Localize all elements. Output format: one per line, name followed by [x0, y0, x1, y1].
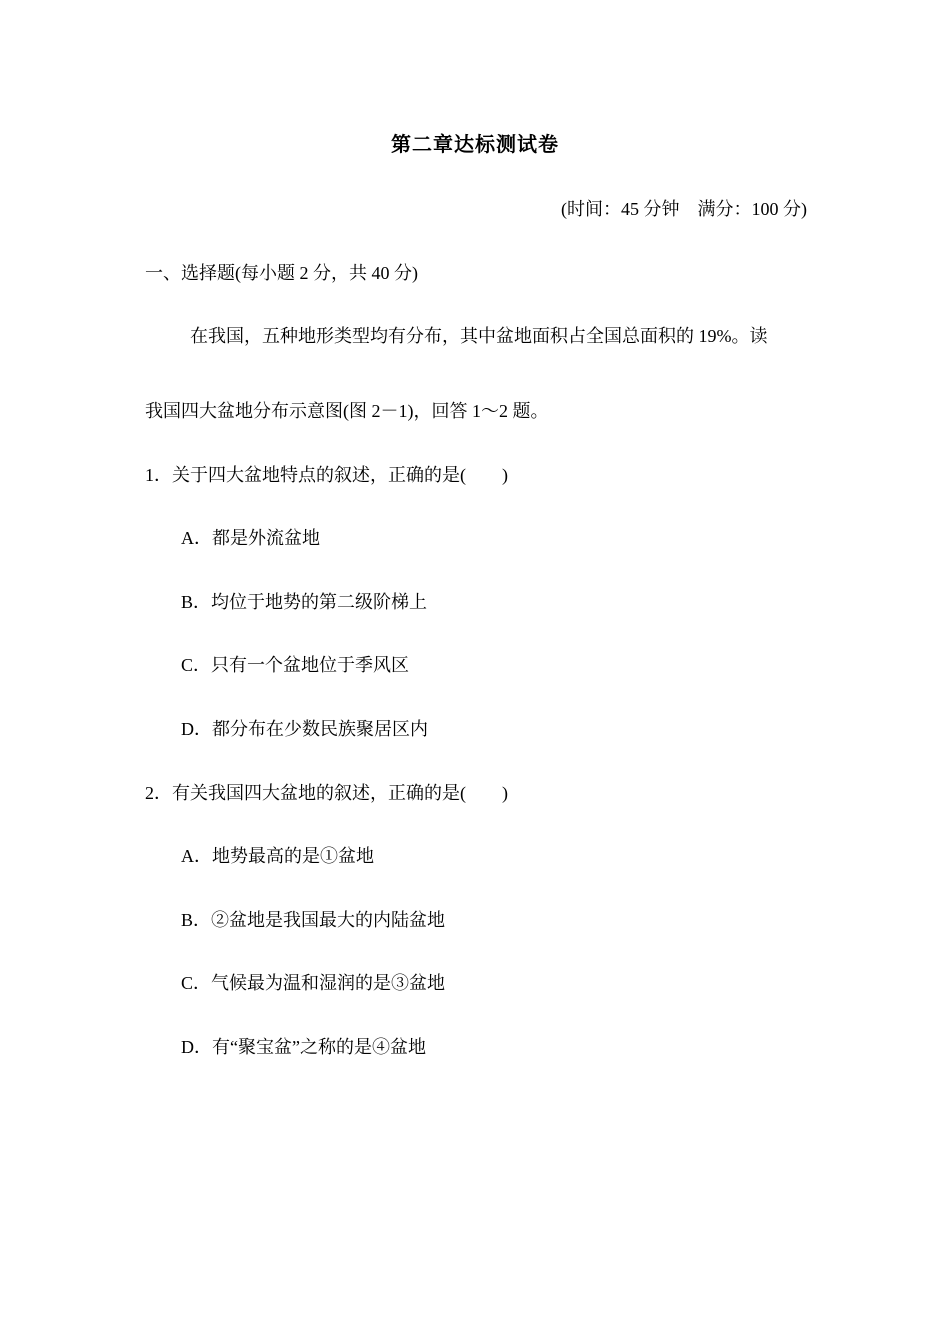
question-2-option-b: B．②盆地是我国最大的内陆盆地 — [181, 910, 446, 930]
question-1-option-a: A．都是外流盆地 — [181, 528, 320, 548]
question-1-option-c: C．只有一个盆地位于季风区 — [181, 655, 410, 675]
question-2-stem: 2．有关我国四大盆地的叙述，正确的是( ) — [145, 783, 508, 803]
question-1-option-b: B．均位于地势的第二级阶梯上 — [181, 592, 428, 612]
question-1-stem: 1．关于四大盆地特点的叙述，正确的是( ) — [145, 465, 508, 485]
page-title: 第二章达标测试卷 — [391, 134, 559, 156]
exam-meta: (时间：45 分钟 满分：100 分) — [561, 199, 807, 219]
intro-line-2: 我国四大盆地分布示意图(图 2－1)，回答 1～2 题。 — [145, 401, 549, 421]
intro-line-1: 在我国，五种地形类型均有分布，其中盆地面积占全国总面积的 19%。读 — [190, 326, 768, 346]
question-2-option-a: A．地势最高的是①盆地 — [181, 846, 374, 866]
section-heading: 一、选择题(每小题 2 分，共 40 分) — [145, 263, 418, 283]
question-2-option-c: C．气候最为温和湿润的是③盆地 — [181, 973, 446, 993]
question-2-option-d: D．有“聚宝盆”之称的是④盆地 — [181, 1037, 426, 1057]
question-1-option-d: D．都分布在少数民族聚居区内 — [181, 719, 428, 739]
